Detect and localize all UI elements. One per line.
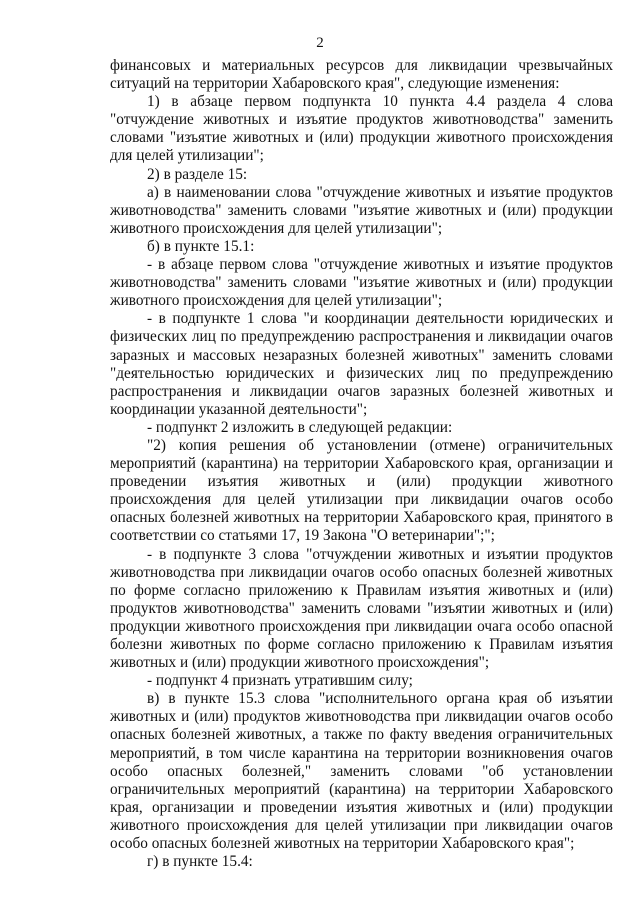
- paragraph-new-wording-subitem-2: "2) копия решения об установлении (отмене) ограничительных мероприятий (карантина) на территории Хабаровского края, организации и проведении изъятия животных и (или) продукции животного происхождения для целей утилизации при ликвидации очагов особо опасных болезней животных на территории Хабаровского края, принятого в соответствии со статьями 17, 19 Закона "О ветеринарии";";: [110, 436, 613, 545]
- paragraph-item-2b-subitem-3: - в подпункте 3 слова "отчуждении животных и изъятии продуктов животноводства при ликвидации очагов особо опасных болезней животных по форме согласно приложению к Правилам изъятия животных и (или) продуктов животноводства" заменить словами "изъятии животных и (или) продукции животного происхождения при ликвидации очага особо опасной болезни животных по форме согласно приложению к Правилам изъятия животных и (или) продукции животного происхождения";: [110, 545, 613, 672]
- paragraph-item-2: 2) в разделе 15:: [147, 165, 248, 183]
- paragraph-continuation: финансовых и материальных ресурсов для ликвидации чрезвычайных ситуаций на территории Хабаровского края", следующие изменения:: [110, 57, 613, 93]
- paragraph-item-2v: в) в пункте 15.3 слова "исполнительного органа края об изъятии животных и (или) продуктов животноводства при ликвидации очагов особо опасных болезней животных, а также по факту введения ограничительных мероприятий, в том числе карантина на территории возникновения очагов особо опасных болезней," заменить словами "об установлении ограничительных мероприятий (карантина) на территории Хабаровского края, организации и проведении изъятия животных и (или) продукции животного происхождения для целей утилизации при ликвидации очагов особо опасных болезней животных на территории Хабаровского края";: [110, 690, 613, 853]
- paragraph-item-2b: б) в пункте 15.1:: [147, 237, 255, 255]
- page-number: 2: [316, 35, 324, 51]
- paragraph-item-2b-subitem-4: - подпункт 4 признать утратившим силу;: [147, 672, 413, 690]
- paragraph-item-2b-abzac-1: - в абзаце первом слова "отчуждение животных и изъятие продуктов животноводства" заменить словами "изъятие животных и (или) продукции животного происхождения для целей утилизации";: [110, 256, 613, 310]
- paragraph-item-2a: а) в наименовании слова "отчуждение животных и изъятие продуктов животноводства" заменить словами "изъятие животных и (или) продукции животного происхождения для целей утилизации";: [110, 183, 613, 237]
- document-body: [110, 57, 613, 871]
- paragraph-item-2b-subitem-2: - подпункт 2 изложить в следующей редакции:: [147, 418, 453, 436]
- paragraph-item-2b-subitem-1: - в подпункте 1 слова "и координации деятельности юридических и физических лиц по предупреждению распространения и ликвидации очагов заразных и массовых незаразных болезней животных" заменить словами "деятельностью юридических и физических лиц по предупреждению распространения и ликвидации очагов заразных болезней животных и координации указанной деятельности";: [110, 310, 613, 418]
- paragraph-item-2g: г) в пункте 15.4:: [147, 853, 253, 871]
- paragraph-item-1: 1) в абзаце первом подпункта 10 пункта 4.4 раздела 4 слова "отчуждение животных и изъятие продуктов животноводства" заменить словами "изъятие животных и (или) продукции животного происхождения для целей утилизации";: [110, 93, 613, 165]
